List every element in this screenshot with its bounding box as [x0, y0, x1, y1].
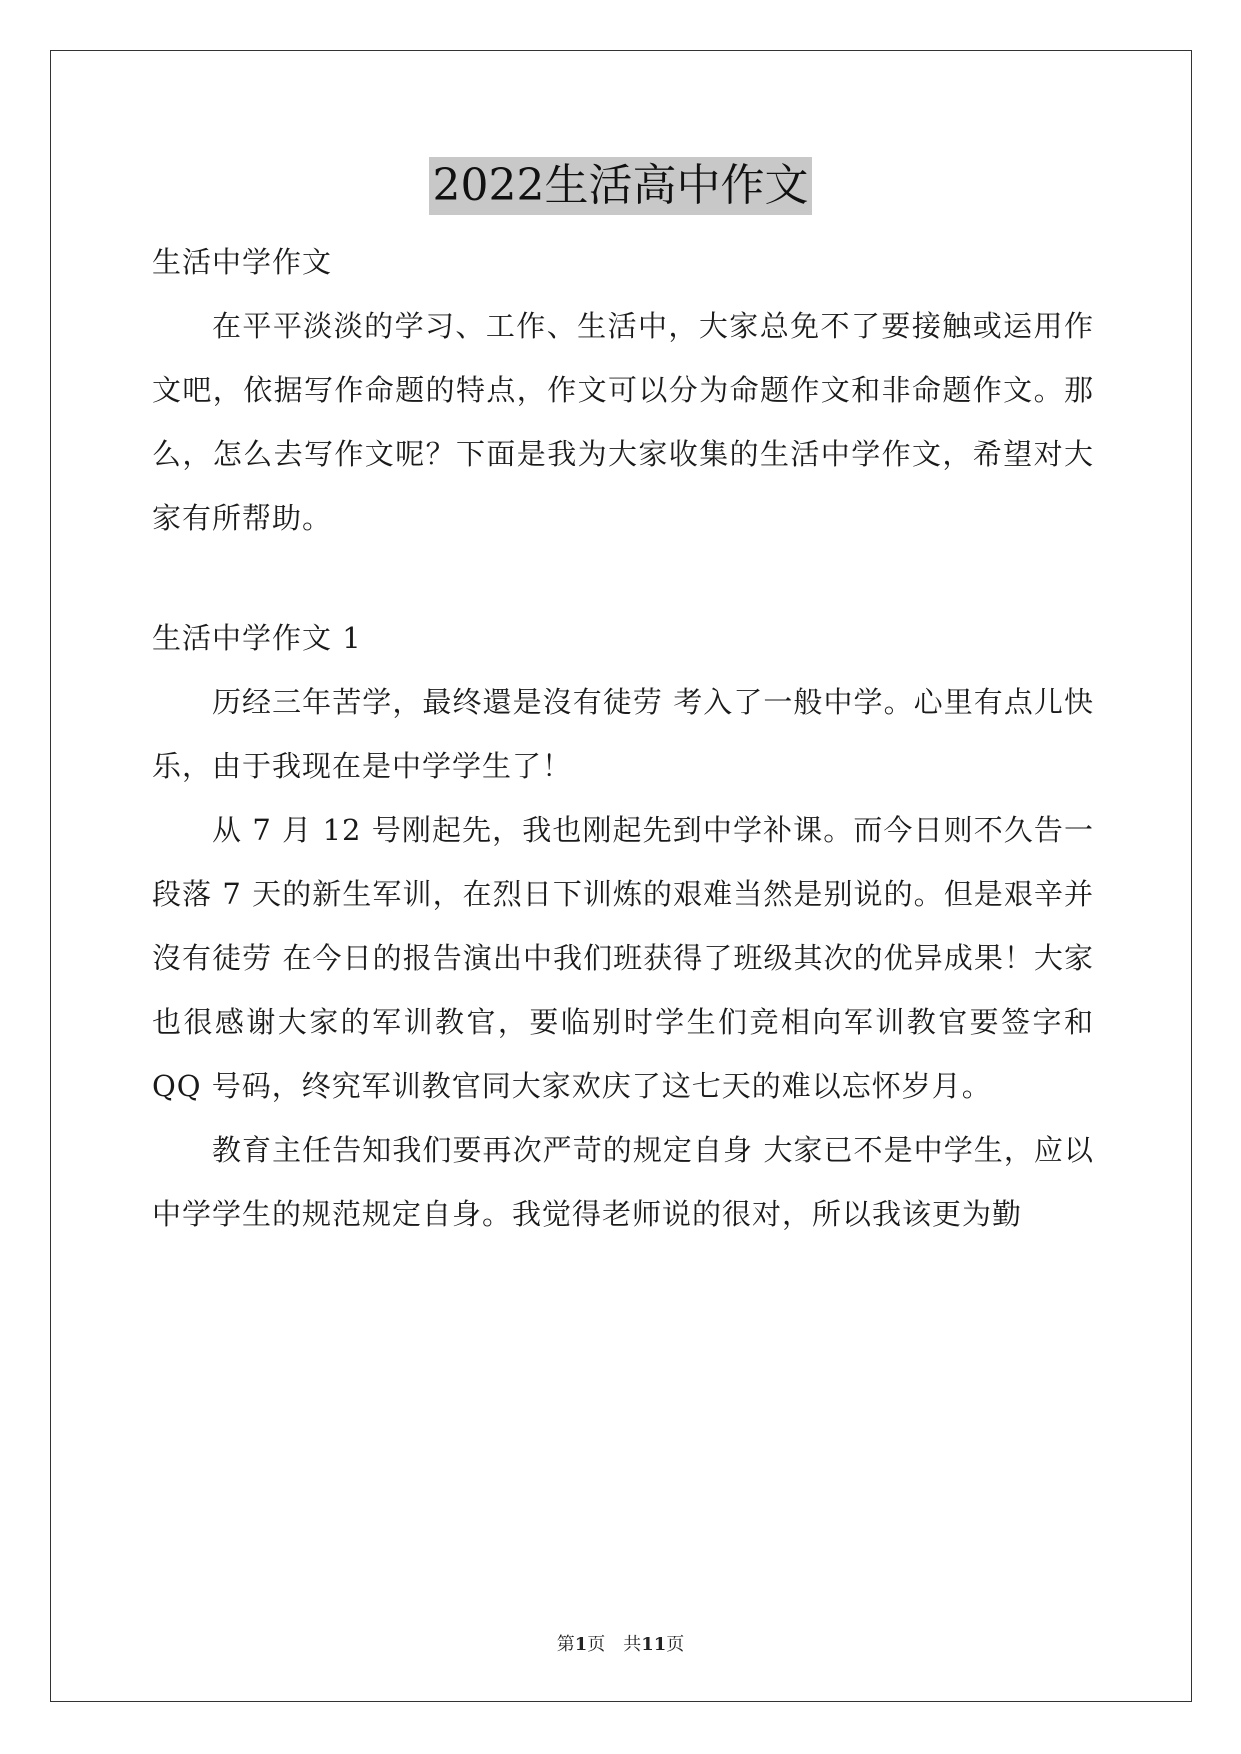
section-1-paragraph-1: 历经三年苦学，最终還是沒有徒劳 考入了一般中学。心里有点儿快乐，由于我现在是中学学生了！	[152, 685, 1094, 783]
page-number-prefix: 第	[556, 1634, 575, 1655]
page-number-mid: 页 共	[587, 1634, 642, 1655]
page-number-suffix: 页	[666, 1634, 685, 1655]
page-number-current: 1	[574, 1634, 588, 1655]
section-1-paragraph-3: 教育主任告知我们要再次严苛的规定自身 大家已不是中学生，应以中学学生的规范规定自身。我觉得老师说的很对，所以我该更为勤	[152, 1133, 1094, 1231]
document-body	[152, 230, 1094, 1246]
section-1-paragraph-2: 从 7 月 12 号刚起先，我也刚起先到中学补课。而今日则不久告一段落 7 天的新生军训，在烈日下训炼的艰难当然是别说的。但是艰辛并沒有徒劳 在今日的报告演出中我们班获得了班级其次的优异成果！大家也很感谢大家的军训教官，要临别时学生们竞相向军训教官要签字和 QQ 号码，终究军训教官同大家欢庆了这七天的难以忘怀岁月。	[152, 813, 1094, 1103]
document-title: 2022生活高中作文	[429, 157, 813, 215]
section-spacer	[152, 550, 1094, 606]
title-container	[0, 157, 1241, 215]
page-footer	[0, 1630, 1241, 1656]
page-number-total: 11	[641, 1634, 667, 1655]
intro-paragraph: 在平平淡淡的学习、工作、生活中，大家总免不了要接触或运用作文吧，依据写作命题的特点，作文可以分为命题作文和非命题作文。那么，怎么去写作文呢？下面是我为大家收集的生活中学作文，希望对大家有所帮助。	[152, 309, 1094, 535]
section-1-heading: 生活中学作文 1	[152, 621, 362, 655]
intro-heading: 生活中学作文	[152, 245, 333, 279]
